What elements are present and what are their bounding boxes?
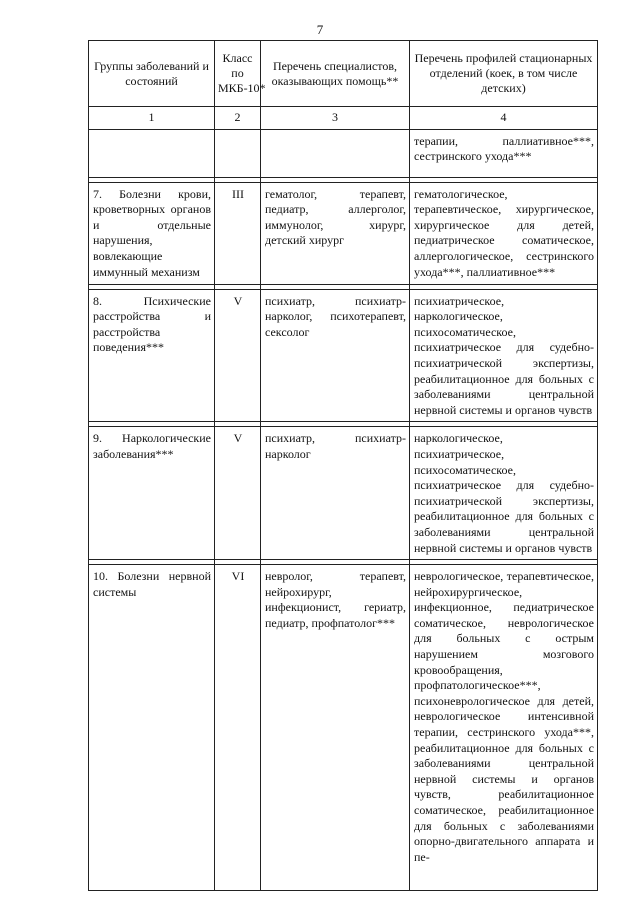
column-number: 4 <box>410 107 598 130</box>
icd-class: V <box>215 427 261 560</box>
department-profiles: гематологическое, терапевтическое, хирургическое, хирургическое для детей, педиатрическое соматическое, аллергологическое, сестринского ухода***, паллиативное*** <box>410 182 598 284</box>
department-profiles: психиатрическое, наркологическое, психосоматическое, психиатрическое для судебно-психиатрической экспертизы, реабилитационное для больных с заболеваниями центральной нервной системы и органов чувств <box>410 289 598 422</box>
disease-table <box>88 40 598 891</box>
disease-group: 8. Психические расстройства и расстройства поведения*** <box>89 289 215 422</box>
icd-class: VI <box>215 565 261 891</box>
header-specialists: Перечень специалистов, оказывающих помощь** <box>261 41 410 107</box>
table-row <box>89 182 598 284</box>
disease-group: 9. Наркологические заболевания*** <box>89 427 215 560</box>
department-profiles: наркологическое, психиатрическое, психосоматическое, психиатрическое для судебно-психиатрической экспертизы, реабилитационное для больных с заболеваниями центральной нервной системы и органов чувств <box>410 427 598 560</box>
header-class: Класс по МКБ-10* <box>215 41 261 107</box>
column-number: 2 <box>215 107 261 130</box>
specialists: невролог, терапевт, нейрохирург, инфекционист, гериатр, педиатр, профпатолог*** <box>261 565 410 891</box>
empty-cell <box>215 129 261 177</box>
icd-class: V <box>215 289 261 422</box>
continuation-profiles: терапии, паллиативное***, сестринского ухода*** <box>410 129 598 177</box>
table-row <box>89 565 598 891</box>
continuation-row <box>89 129 598 177</box>
department-profiles: неврологическое, терапевтическое, нейрохирургическое, инфекционное, педиатрическое соматическое, неврологическое для больных с острым нарушением мозгового кровообращения, профпатологическое***, психоневрологическое для детей, неврологическое интенсивной терапии, сестринского ухода***, реабилитационное для больных с заболеваниями центральной нервной системы и органов чувств, реабилитационное соматическое, реабилитационное для больных с заболеваниями опорно-двигательного аппарата и пе- <box>410 565 598 891</box>
disease-group: 7. Болезни крови, кроветворных органов и отдельные нарушения, вовлекающие иммунный механизм <box>89 182 215 284</box>
column-number: 3 <box>261 107 410 130</box>
specialists: психиатр, психиатр-нарколог, психотерапевт, сексолог <box>261 289 410 422</box>
header-groups: Группы заболеваний и состояний <box>89 41 215 107</box>
empty-cell <box>89 129 215 177</box>
header-row <box>89 41 598 107</box>
table-row <box>89 427 598 560</box>
column-number: 1 <box>89 107 215 130</box>
icd-class: III <box>215 182 261 284</box>
specialists: гематолог, терапевт, педиатр, аллерголог, иммунолог, хирург, детский хирург <box>261 182 410 284</box>
column-number-row <box>89 107 598 130</box>
disease-group: 10. Болезни нервной системы <box>89 565 215 891</box>
header-profiles: Перечень профилей стационарных отделений (коек, в том числе детских) <box>410 41 598 107</box>
empty-cell <box>261 129 410 177</box>
specialists: психиатр, психиатр-нарколог <box>261 427 410 560</box>
table-row <box>89 289 598 422</box>
page-number: 7 <box>316 22 324 37</box>
